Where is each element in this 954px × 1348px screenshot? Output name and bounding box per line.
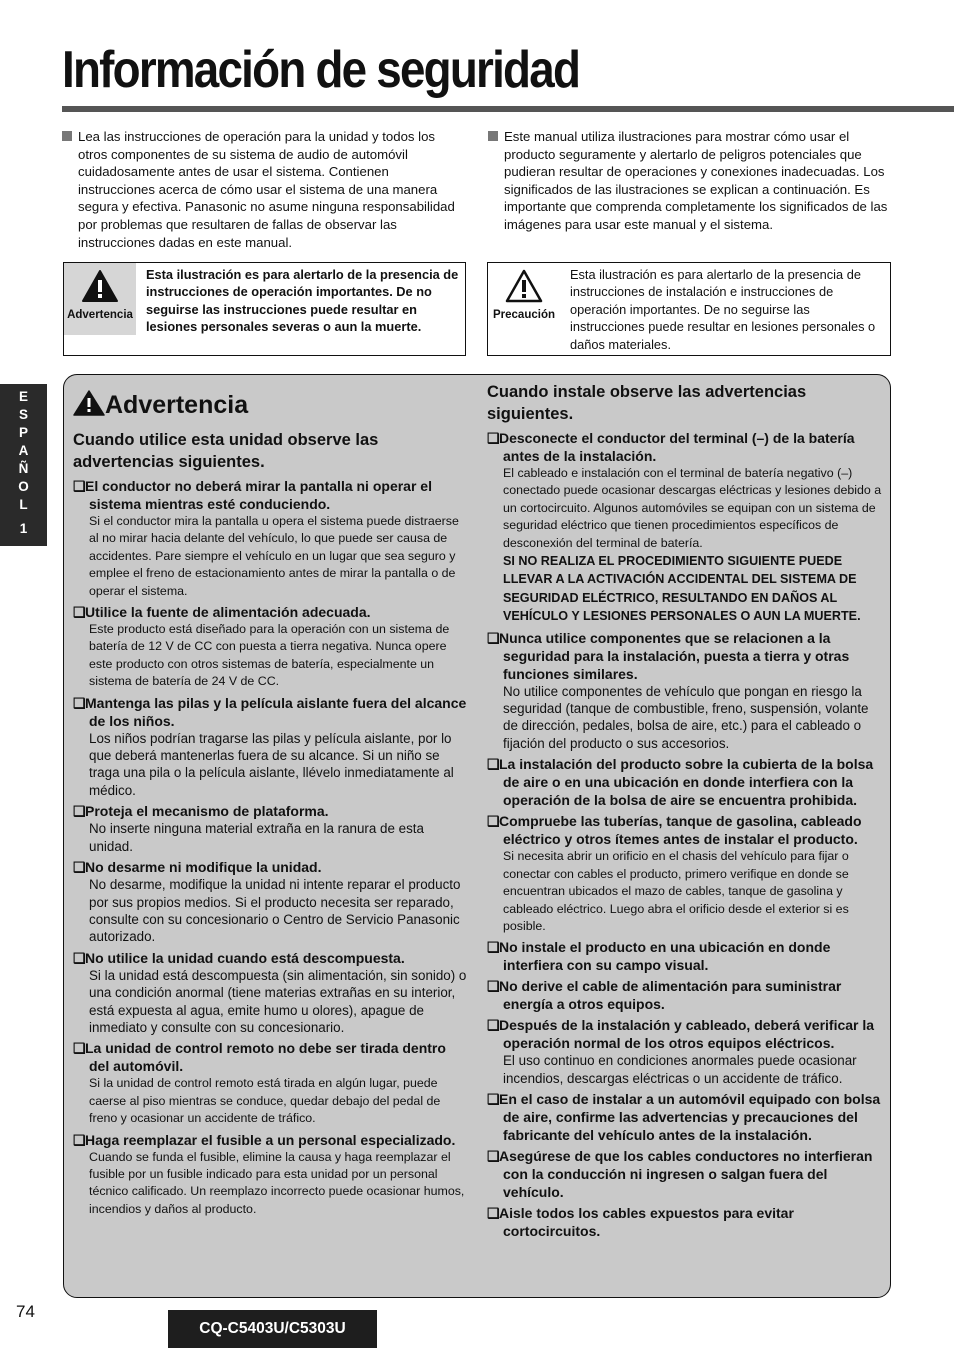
list-item — [73, 1131, 467, 1219]
checkbox-icon: ❑ — [487, 629, 500, 646]
model-label: CQ-C5403U/C5303U — [168, 1310, 377, 1348]
item-body: Si la unidad está descompuesta (sin alimentación, sin sonido) o una condición anormal (tiene materias extrañas en su interior, está expuesta al agua, emite humo u olores), apague de inmediato y consulte con su concesionario. — [89, 967, 467, 1035]
list-item — [487, 1204, 883, 1240]
item-heading — [73, 858, 467, 876]
warning-label: Advertencia — [67, 309, 133, 322]
item-caps-warning: SI NO REALIZA EL PROCEDIMIENTO SIGUIENTE PUEDE LLEVAR A LA ACTIVACIÓN ACCIDENTAL DEL SISTEMA DE SEGURIDAD ELÉCTRICO, RESULTANDO EN DAÑOS AL VEHÍCULO Y LESIONES PERSONALES O AUN LA MUERTE. — [503, 554, 861, 624]
item-title: No utilice la unidad cuando está descompuesta. — [85, 949, 405, 966]
item-heading — [487, 429, 883, 465]
item-heading — [487, 755, 883, 809]
checkbox-icon: ❑ — [487, 1148, 500, 1165]
item-title: Haga reemplazar el fusible a un personal especializado. — [85, 1131, 456, 1148]
item-body: Cuando se funda el fusible, elimine la causa y haga reemplazar el fusible por un fusible indicado para esta unidad por un personal técnico calificado. Un reemplazo incorrecto puede ocasionar humos, incendios y daños al producto. — [89, 1149, 465, 1216]
bullet-square-icon — [488, 131, 498, 141]
item-body: El cableado e instalación con el terminal de batería negativo (–) conectado puede ocasionar descargas eléctricas y lesiones debido a un cortocircuito. Algunos automóviles se equipan con un sistema de seguridad eléctrico que tienen procedimientos específicos de desconexión del terminal de batería. — [503, 466, 882, 550]
side-tab-letter: A — [18, 443, 29, 458]
item-body: Este producto está diseñado para la operación con un sistema de batería de 12 V de CC con puesta a tierra negativa. Nunca opere este producto con otros sistemas de batería, especialmente un sistema de batería de 24 V de CC. — [89, 622, 450, 689]
checkbox-icon: ❑ — [487, 939, 500, 956]
list-item — [487, 629, 883, 753]
list-item — [487, 755, 883, 809]
warning-triangle-icon — [73, 390, 105, 416]
right-items-list — [487, 429, 883, 1240]
item-title: El conductor no deberá mirar la pantalla ni operar el sistema mientras esté conduciendo. — [85, 478, 432, 512]
item-caps-block — [487, 552, 883, 626]
page-number: 74 — [16, 1302, 35, 1321]
list-item — [487, 938, 883, 974]
item-heading — [73, 603, 467, 621]
item-heading — [73, 802, 467, 820]
checkbox-icon: ❑ — [487, 813, 500, 830]
warning-legend-box — [63, 262, 466, 356]
checkbox-icon: ❑ — [487, 1017, 500, 1034]
checkbox-icon: ❑ — [73, 694, 86, 711]
checkbox-icon: ❑ — [487, 978, 500, 995]
side-tab-letter: S — [18, 407, 28, 422]
advertencia-heading — [73, 390, 467, 419]
warning-legend-text: Esta ilustración es para alertarlo de la presencia de instrucciones de operación importantes. De no seguirse las instrucciones puede resultar en lesiones personales severas o aun la muerte. — [146, 267, 459, 335]
checkbox-icon: ❑ — [73, 949, 86, 966]
side-tab-letter: E — [18, 389, 28, 404]
warning-triangle-icon — [81, 269, 119, 303]
right-column — [487, 381, 883, 1243]
item-heading — [73, 949, 467, 967]
item-title: Nunca utilice componentes que se relacionen a la seguridad para la instalación, puesta a tierra y otras funciones similares. — [499, 629, 850, 682]
item-title: Proteja el mecanismo de plataforma. — [85, 803, 329, 820]
caution-legend-text: Esta ilustración es para alertarlo de la presencia de instrucciones de instalación e instrucciones de operación importantes. De no seguirse las instrucciones puede resultar en lesiones personales o daños materiales. — [570, 267, 876, 352]
item-title: La unidad de control remoto no debe ser tirada dentro del automóvil. — [85, 1040, 446, 1075]
list-item — [73, 1039, 467, 1127]
item-title: No derive el cable de alimentación para suministrar energía a otros equipos. — [499, 978, 842, 1013]
side-tab-letter: O — [18, 479, 29, 494]
side-tab-letter: Ñ — [18, 461, 29, 476]
left-subheading: Cuando utilice esta unidad observe las advertencias siguientes. — [73, 431, 379, 471]
intro-right-text: Este manual utiliza ilustraciones para mostrar cómo usar el producto seguramente y alertarlo de peligros potenciales que pudieran resultar de operaciones y conexiones inadecuadas. Los significados de las ilustraciones se explican a continuación. Es importante que comprenda completamente los significados de las imágenes para usar este manual y el sistema. — [504, 129, 888, 232]
list-item — [73, 694, 467, 800]
advertencia-title: Advertencia — [105, 391, 249, 419]
caution-icon-block — [488, 263, 560, 335]
item-heading — [487, 1204, 883, 1240]
item-title: Aisle todos los cables expuestos para evitar cortocircuitos. — [499, 1205, 794, 1240]
item-heading — [487, 1147, 883, 1201]
item-body: Los niños podrían tragarse las pilas y película aislante, por lo que deberá mantenerlas fuera de su alcance. Si un niño se traga una pila o la película aislante, llévelo inmediatamente al médico. — [89, 730, 454, 798]
list-item — [487, 1016, 883, 1087]
item-title: Desconecte el conductor del terminal (–) de la batería antes de la instalación. — [499, 430, 855, 464]
checkbox-icon: ❑ — [487, 756, 500, 773]
title-rule — [62, 106, 954, 112]
right-subheading: Cuando instale observe las advertencias siguientes. — [487, 383, 807, 423]
item-heading — [73, 1131, 467, 1149]
list-item — [73, 858, 467, 946]
item-heading — [487, 812, 883, 848]
item-heading — [73, 477, 467, 513]
checkbox-icon: ❑ — [73, 478, 86, 494]
checkbox-icon: ❑ — [487, 1091, 500, 1108]
item-title: La instalación del producto sobre la cubierta de la bolsa de aire o en una ubicación en donde interfiera con la operación de la bolsa de aire se encuentra prohibida. — [499, 756, 874, 809]
checkbox-icon: ❑ — [73, 604, 86, 621]
checkbox-icon: ❑ — [73, 1131, 86, 1148]
item-title: En el caso de instalar a un automóvil equipado con bolsa de aire, confirme las advertencias y precauciones del fabricante del vehículo antes de la instalación. — [499, 1091, 881, 1144]
item-body: No inserte ninguna material extraña en la ranura de esta unidad. — [89, 821, 424, 854]
intro-left — [62, 128, 462, 251]
item-title: Mantenga las pilas y la película aislante fuera del alcance de los niños. — [85, 694, 467, 729]
item-heading — [487, 977, 883, 1013]
caution-legend-box — [487, 262, 891, 356]
left-items-list — [73, 477, 467, 1218]
side-tab-number: 1 — [19, 521, 28, 536]
item-body: El uso continuo en condiciones anormales puede ocasionar incendios, descargas eléctricas o un accidente de tráfico. — [503, 1053, 857, 1086]
checkbox-icon: ❑ — [73, 859, 86, 876]
item-body: No desarme, modifique la unidad ni intente reparar el producto por sus propios medios. Si el producto necesita ser reparado, consulte con su concesionario o Centro de Servicio Panasonic autorizado. — [89, 877, 461, 945]
left-column — [73, 390, 467, 1221]
item-heading — [487, 938, 883, 974]
list-item — [487, 977, 883, 1013]
list-item — [487, 429, 883, 626]
caution-label: Precaución — [493, 309, 555, 322]
intro-right — [488, 128, 890, 234]
item-title: Asegúrese de que los cables conductores no interfieran con la conducción ni ingresen o salgan fuera del vehículo. — [499, 1148, 873, 1201]
side-tab-letter: P — [18, 425, 28, 440]
list-item — [487, 812, 883, 935]
item-title: Compruebe las tuberías, tanque de gasolina, cableado eléctrico y otros ítemes antes de instalar el producto. — [499, 813, 862, 848]
item-heading — [487, 629, 883, 683]
intro-left-text: Lea las instrucciones de operación para la unidad y todos los otros componentes de su sistema de audio de automóvil cuidadosamente antes de usar el sistema. Contienen instrucciones acerca de cómo usar el sistema de una manera segura y efectiva. Panasonic no asume ninguna responsabilidad por problemas que resultaren de fallas de observar las instrucciones dadas en este manual. — [78, 129, 455, 250]
list-item — [73, 949, 467, 1037]
item-title: No desarme ni modifique la unidad. — [85, 859, 322, 876]
item-heading — [73, 694, 467, 730]
item-heading — [487, 1016, 883, 1052]
caution-triangle-icon — [505, 269, 543, 303]
item-heading — [73, 1039, 467, 1075]
bullet-square-icon — [62, 131, 72, 141]
checkbox-icon: ❑ — [73, 1040, 86, 1057]
side-tab-letter: L — [19, 497, 28, 512]
item-title: Después de la instalación y cableado, deberá verificar la operación normal de los otros equipos eléctricos. — [499, 1017, 875, 1052]
list-item — [73, 802, 467, 855]
list-item — [73, 603, 467, 691]
warning-icon-block — [64, 263, 136, 335]
language-side-tab — [0, 384, 47, 546]
item-body: Si necesita abrir un orificio en el chasis del vehículo para fijar o conectar con cables el producto, primero verifique en donde se encuentran ubicados el mazo de cables, tanque de gasolina y cableado eléctrico. Luego abra el orificio desde el exterior si es posible. — [503, 849, 849, 933]
list-item — [73, 477, 467, 600]
checkbox-icon: ❑ — [487, 430, 500, 446]
item-heading — [487, 1090, 883, 1144]
item-body: Si el conductor mira la pantalla u opera el sistema puede distraerse al no mirar hacia delante del vehículo, lo que puede ser causa de accidentes. Pare siempre el vehículo en un lugar que sea seguro y emplee el freno de estacionamiento antes de mirar la pantalla o de operar el sistema. — [89, 514, 459, 598]
page-title: Información de seguridad — [62, 41, 580, 99]
item-title: No instale el producto en una ubicación en donde interfiera con su campo visual. — [499, 939, 831, 974]
checkbox-icon: ❑ — [487, 1205, 500, 1222]
item-body: No utilice componentes de vehículo que pongan en riesgo la seguridad (tanque de combustible, freno, suspensión, volante de dirección, pedales, bolsa de aire, etc.) para el cableado o fijación del producto o sus accesorios. — [503, 683, 869, 751]
item-body: Si la unidad de control remoto está tirada en algún lugar, puede caerse al piso mientras se conduce, quedar debajo del pedal de freno y ocasionar un accidente de tráfico. — [89, 1076, 441, 1126]
item-title: Utilice la fuente de alimentación adecuada. — [85, 604, 371, 621]
list-item — [487, 1090, 883, 1144]
list-item — [487, 1147, 883, 1201]
checkbox-icon: ❑ — [73, 803, 86, 820]
